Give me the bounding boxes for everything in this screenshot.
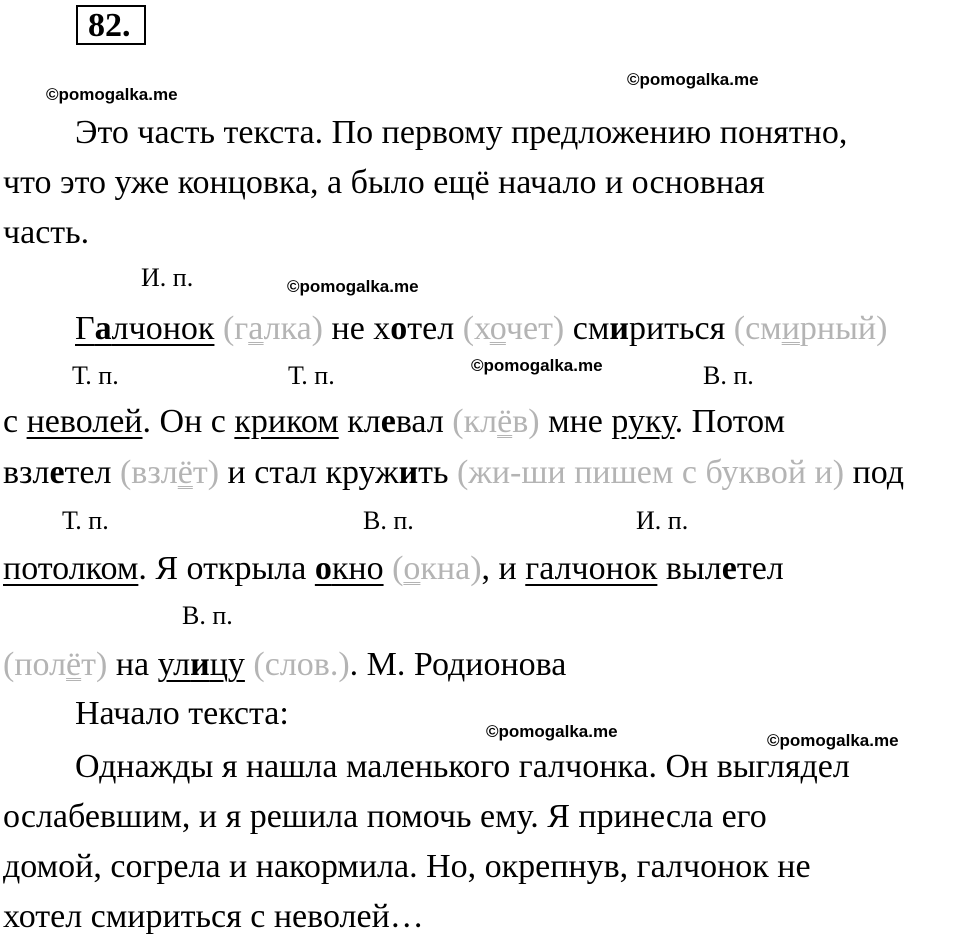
analysis-line: потолком. Я открыла окно (окна), и галчонок вылетел [3, 550, 784, 587]
check-word: (клёв) [452, 403, 540, 440]
case-label: И. п. [636, 506, 689, 535]
case-label: В. п. [703, 361, 754, 390]
case-label: И. п. [141, 263, 194, 292]
underlined-word: неволей [26, 403, 143, 440]
underlined-word: криком [234, 403, 339, 440]
section-heading: Начало текста: [75, 695, 289, 732]
rule-note: (жи-ши пишем с буквой и) [457, 454, 845, 491]
check-word: (хочет) [462, 310, 565, 347]
underlined-word: улицу [157, 646, 245, 683]
beginning-line: Однажды я нашла маленького галчонка. Он выглядел [75, 748, 850, 785]
watermark: ©pomogalka.me [486, 722, 618, 741]
case-label: В. п. [182, 601, 233, 630]
check-word: (окна) [392, 550, 482, 587]
underlined-word: Галчонок [75, 310, 215, 347]
watermark: ©pomogalka.me [627, 70, 759, 89]
underlined-word: окно [314, 550, 384, 587]
case-label: Т. п. [62, 506, 109, 535]
check-word: (слов.) [253, 646, 350, 683]
case-label: Т. п. [288, 361, 335, 390]
underlined-word: потолком [3, 550, 139, 587]
beginning-line: домой, согрела и накормила. Но, окрепнув, галчонок не [3, 848, 811, 885]
case-label: Т. п. [72, 361, 119, 390]
analysis-line: с неволей. Он с криком клевал (клёв) мне руку. Потом [3, 403, 785, 440]
exercise-number: 82. [76, 5, 146, 45]
underlined-word: галчонок [525, 550, 658, 587]
check-word: (галка) [222, 310, 323, 347]
analysis-line: Галчонок (галка) не хотел (хочет) смириться (смирный) [75, 310, 888, 347]
beginning-line: хотел смириться с неволей… [3, 898, 424, 935]
analysis-line: (полёт) на улицу (слов.). М. Родионова [3, 646, 567, 683]
intro-line: часть. [3, 214, 90, 251]
check-word: (полёт) [3, 646, 108, 683]
watermark: ©pomogalka.me [287, 277, 419, 296]
check-word: (взлёт) [119, 454, 220, 491]
case-label: В. п. [363, 506, 414, 535]
watermark: ©pomogalka.me [767, 731, 899, 750]
analysis-line: взлетел (взлёт) и стал кружить (жи-ши пишем с буквой и) под [3, 454, 905, 491]
underlined-word: руку [611, 403, 675, 440]
intro-line: Это часть текста. По первому предложению понятно, [75, 114, 848, 151]
intro-line: что это уже концовка, а было ещё начало и основная [3, 164, 765, 201]
watermark: ©pomogalka.me [46, 85, 178, 104]
check-word: (смирный) [733, 310, 888, 347]
watermark: ©pomogalka.me [471, 356, 603, 375]
beginning-line: ослабевшим, и я решила помочь ему. Я принесла его [3, 798, 767, 835]
